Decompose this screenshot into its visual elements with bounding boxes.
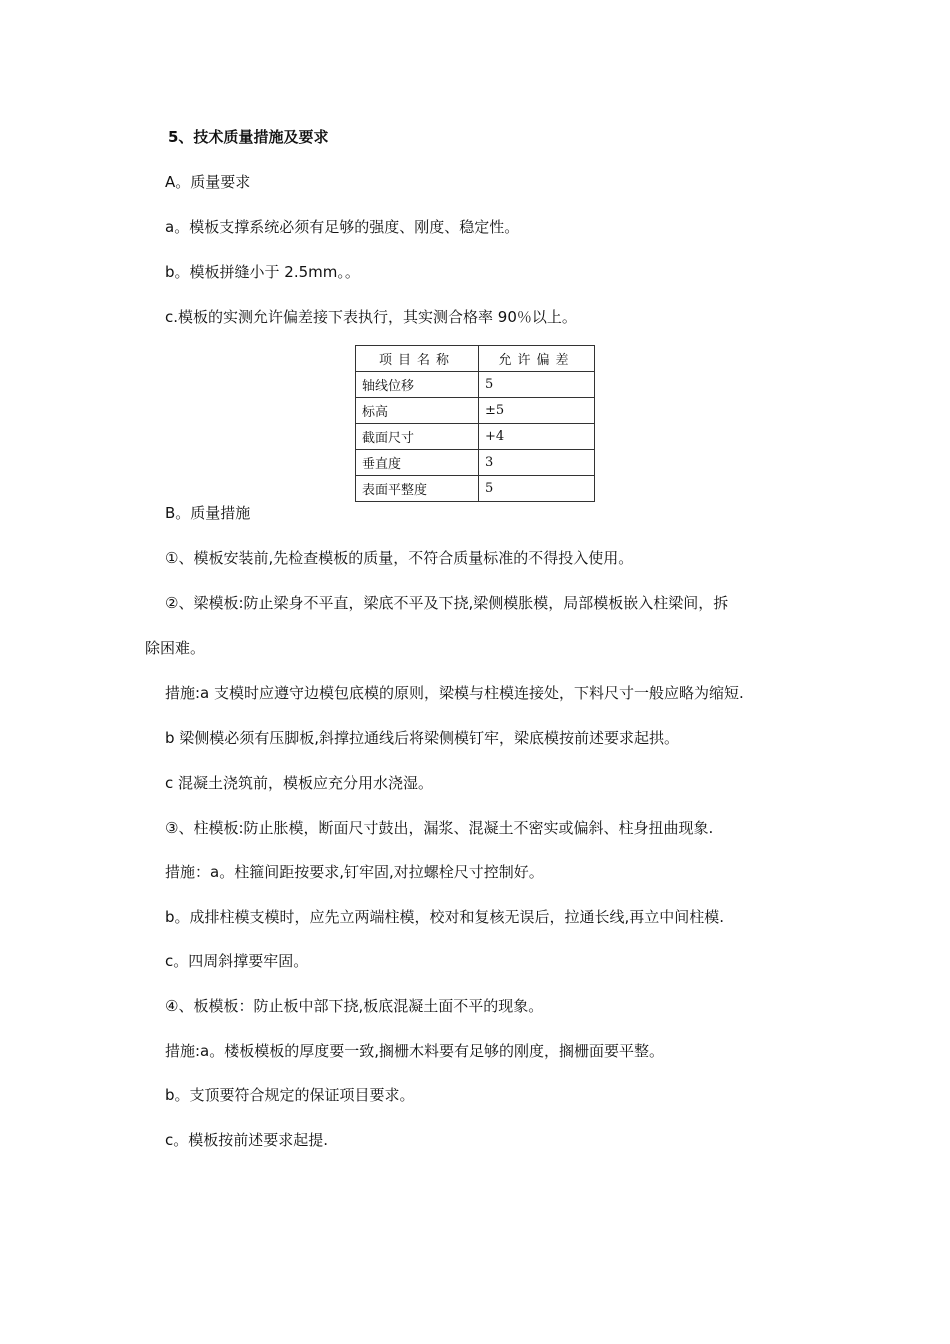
- table-cell-item: 标高: [356, 398, 479, 424]
- table-cell-tolerance: ±5: [479, 398, 595, 424]
- measure-line: c。模板按前述要求起提.: [165, 1131, 329, 1149]
- measure-line: ③、柱模板:防止胀模，断面尺寸鼓出，漏浆、混凝土不密实或偏斜、柱身扭曲现象.: [165, 819, 714, 837]
- table-cell-item: 垂直度: [356, 450, 479, 476]
- table-cell-tolerance: 3: [479, 450, 595, 476]
- table-header-row: [356, 346, 595, 372]
- measure-line: 除困难。: [145, 639, 206, 657]
- measure-line: b 梁侧模必须有压脚板,斜撑拉通线后将梁侧模钉牢，梁底模按前述要求起拱。: [165, 729, 680, 747]
- table-row: [356, 476, 595, 502]
- requirement-item: b。模板拼缝小于 2.5mm。。: [165, 263, 360, 281]
- table-row: [356, 372, 595, 398]
- table-cell-tolerance: 5: [479, 372, 595, 398]
- measure-line: ②、梁模板:防止梁身不平直，梁底不平及下挠,梁侧模胀模，局部模板嵌入柱梁间，拆: [165, 594, 729, 612]
- measure-line: b。支顶要符合规定的保证项目要求。: [165, 1086, 415, 1104]
- table-cell-tolerance: 5: [479, 476, 595, 502]
- quality-requirements-heading: A。质量要求: [165, 173, 251, 191]
- table-header-cell: 项目名称: [356, 346, 479, 372]
- measure-line: 措施:a 支模时应遵守边模包底模的原则，梁模与柱模连接处，下料尺寸一般应略为缩短.: [165, 684, 744, 702]
- measure-line: ④、板模板：防止板中部下挠,板底混凝土面不平的现象。: [165, 997, 544, 1015]
- quality-measures-heading: B。质量措施: [165, 504, 251, 522]
- table-row: [356, 398, 595, 424]
- table-cell-item: 截面尺寸: [356, 424, 479, 450]
- table-cell-tolerance: +4: [479, 424, 595, 450]
- measure-line: c。四周斜撑要牢固。: [165, 952, 309, 970]
- requirement-item: a。模板支撑系统必须有足够的强度、刚度、稳定性。: [165, 218, 520, 236]
- section-title: 5、技术质量措施及要求: [168, 128, 329, 146]
- measure-line: c 混凝土浇筑前，模板应充分用水浇湿。: [165, 774, 434, 792]
- measure-line: b。成排柱模支模时，应先立两端柱模，校对和复核无误后，拉通长线,再立中间柱模.: [165, 908, 725, 926]
- requirement-item: c.模板的实测允许偏差接下表执行，其实测合格率 90％以上。: [165, 308, 577, 326]
- measure-line: 措施：a。柱箍间距按要求,钉牢固,对拉螺栓尺寸控制好。: [165, 863, 544, 881]
- table-cell-item: 表面平整度: [356, 476, 479, 502]
- measure-line: ①、模板安装前,先检查模板的质量，不符合质量标准的不得投入使用。: [165, 549, 634, 567]
- table-cell-item: 轴线位移: [356, 372, 479, 398]
- measure-line: 措施:a。楼板模板的厚度要一致,搁栅木料要有足够的刚度，搁栅面要平整。: [165, 1042, 665, 1060]
- table-row: [356, 424, 595, 450]
- table-row: [356, 450, 595, 476]
- table-header-cell: 允许偏差: [479, 346, 595, 372]
- tolerance-table: [355, 345, 595, 502]
